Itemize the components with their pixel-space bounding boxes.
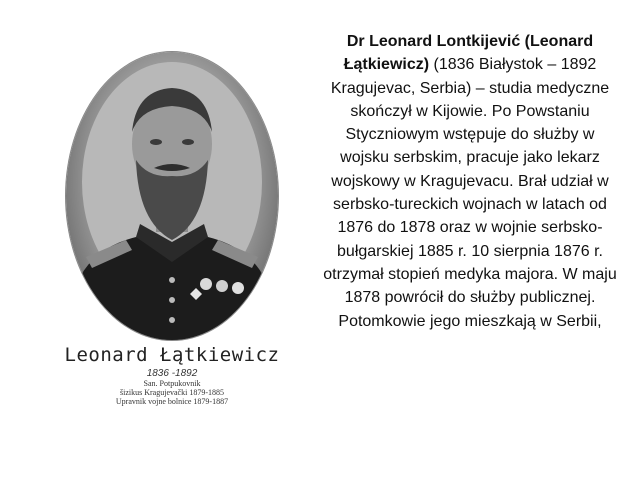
bio-text bbox=[320, 30, 620, 333]
caption-hospital: Upravnik vojne bolnice 1879-1887 bbox=[115, 397, 229, 406]
caption-name: Leonard Łątkiewicz bbox=[64, 344, 280, 366]
portrait-card bbox=[36, 44, 308, 404]
bio-name: Dr Leonard Lontkijević (Leonard Łątkiewicz) bbox=[343, 33, 594, 74]
bio-body: (1836 Białystok – 1892 Kragujevac, Serbia) – studia medyczne skończył w Kijowie. Po Powstaniu Styczniowym wstępuje do służby w wojsku serbskim, pracuje jako lekarz wojskowy w Kragujevacu. Brał udział w serbsko-tureckich wojnach w latach od 1876 do 1878 oraz w wojnie serbsko-bułgarskiej 1885 r. 10 sierpnia 1876 r. otrzymał stopień medyka majora. W maju 1878 powrócił do służby publicznej. Potomkowie jego mieszkają w Serbii, bbox=[323, 56, 617, 330]
portrait-illustration bbox=[66, 52, 278, 340]
caption-rank: San. Potpukovnik bbox=[143, 379, 201, 388]
caption-physician: šizikus Kragujevački 1879-1885 bbox=[120, 388, 224, 397]
portrait-photo bbox=[66, 52, 278, 340]
caption-years: 1836 -1892 bbox=[146, 368, 198, 379]
